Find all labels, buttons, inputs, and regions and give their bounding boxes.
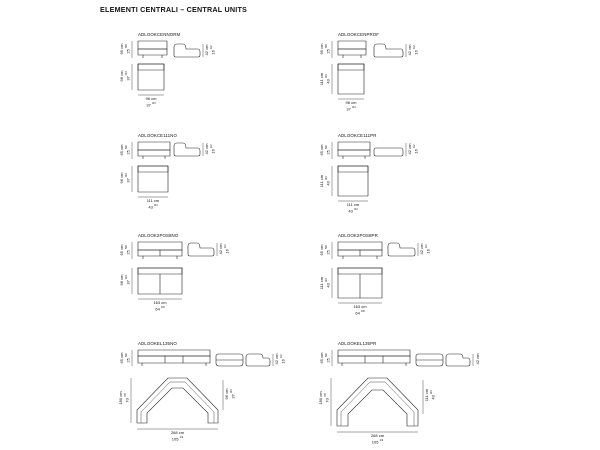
front-height-dim: 65 cm 25 $^{5/8}$ — [319, 43, 330, 55]
front-backrest — [138, 41, 167, 49]
unit-5-drawings — [132, 242, 217, 299]
plan-depth-dim: 96 cm 37 $^{3/4}$ — [119, 172, 130, 184]
unit-code: ADLOOKCE111PR — [338, 133, 377, 138]
unit-code: ADLOOKCE111NO — [138, 133, 177, 138]
unit-1-drawings — [132, 41, 203, 95]
unit-7-drawings — [131, 350, 273, 429]
front-height-dim: 65 cm 25 $^{5/8}$ — [119, 144, 130, 156]
plan-depth-dim: 96 cm 37 $^{3/4}$ — [119, 274, 130, 286]
plan-depth-dim: 111 cm 43 $^{3/4}$ — [319, 72, 330, 86]
side-height-dim: 42 cm 16 $^{1/2}$ — [407, 143, 418, 155]
plan-width-dim: 163 cm 64 $^{1/8}$ — [153, 300, 167, 311]
unit-8-drawings — [331, 350, 473, 432]
plan-depth-dim: 180 cm 70 $^{7/8}$ — [318, 391, 329, 405]
front-height-dim: 65 cm 25 $^{5/8}$ — [119, 244, 130, 256]
side-height-dim: 42 cm 16 $^{1/2}$ — [407, 44, 418, 56]
plan-width-dim: 163 cm 64 $^{1/8}$ — [353, 304, 367, 315]
unit-code: ADLOOK2POS8PR — [338, 233, 378, 238]
front-seat — [138, 49, 167, 55]
plan-width-dim: 96 cm 37 $^{3/4}$ — [145, 96, 157, 107]
side-height-dim: 42 cm 16 $^{1/2}$ — [204, 44, 215, 56]
front-height-dim: 65 cm 25 $^{5/8}$ — [119, 43, 130, 55]
plan-depth-dim: 180 cm 70 $^{7/8}$ — [118, 391, 129, 405]
side-profile — [174, 44, 200, 57]
plan-outline — [138, 64, 164, 90]
inner-depth-dim: 96 cm 37 $^{3/4}$ — [224, 388, 235, 400]
unit-code: ADLOOKCENPROF — [338, 32, 380, 37]
plan-depth-dim: 111 cm 43 $^{3/4}$ — [319, 174, 330, 188]
unit-code: ADLOOKCENNORM — [138, 32, 181, 37]
side-height-dim: 42 cm 16 $^{1/2}$ — [274, 353, 285, 365]
plan-width-dim: 268 cm 105 $^{1/2}$ — [170, 430, 185, 441]
side-height-dim: 42 cm — [475, 353, 480, 365]
plan-depth-dim: 111 cm 43 $^{3/4}$ — [319, 276, 330, 290]
unit-3-drawings — [132, 142, 203, 197]
plan-depth-dim: 96 cm 37 $^{3/4}$ — [119, 70, 130, 82]
unit-2-drawings — [332, 41, 406, 99]
side-height-dim: 42 cm 16 $^{1/2}$ — [419, 243, 430, 255]
side-height-dim: 42 cm 16 $^{1/2}$ — [204, 143, 215, 155]
plan-width-dim: 111 cm 43 $^{3/4}$ — [146, 198, 160, 209]
front-height-dim: 65 cm 25 $^{5/8}$ — [319, 144, 330, 156]
unit-code: ADLOOKEL135PR — [338, 341, 377, 346]
unit-6-drawings — [332, 242, 418, 303]
side-height-dim: 42 cm 16 $^{1/2}$ — [218, 243, 229, 255]
plan-width-dim: 111 cm 43 $^{3/4}$ — [346, 202, 360, 213]
plan-width-dim: 268 cm 105 $^{1/2}$ — [370, 433, 385, 444]
front-height-dim: 65 cm 25 $^{5/8}$ — [319, 352, 330, 364]
page-title: ELEMENTI CENTRALI – CENTRAL UNITS — [100, 5, 248, 14]
unit-code: ADLOOK2POS8NO — [138, 233, 179, 238]
unit-4-drawings — [332, 142, 406, 201]
corner-plan-outline — [137, 378, 218, 423]
inner-depth-dim: 111 cm 43 $^{3/4}$ — [424, 388, 435, 402]
plan-width-dim: 96 cm 37 $^{3/4}$ — [345, 100, 357, 111]
front-height-dim: 65 cm 25 $^{5/8}$ — [319, 244, 330, 256]
front-height-dim: 65 cm 25 $^{5/8}$ — [119, 352, 130, 364]
unit-code: ADLOOKEL135NO — [138, 341, 177, 346]
